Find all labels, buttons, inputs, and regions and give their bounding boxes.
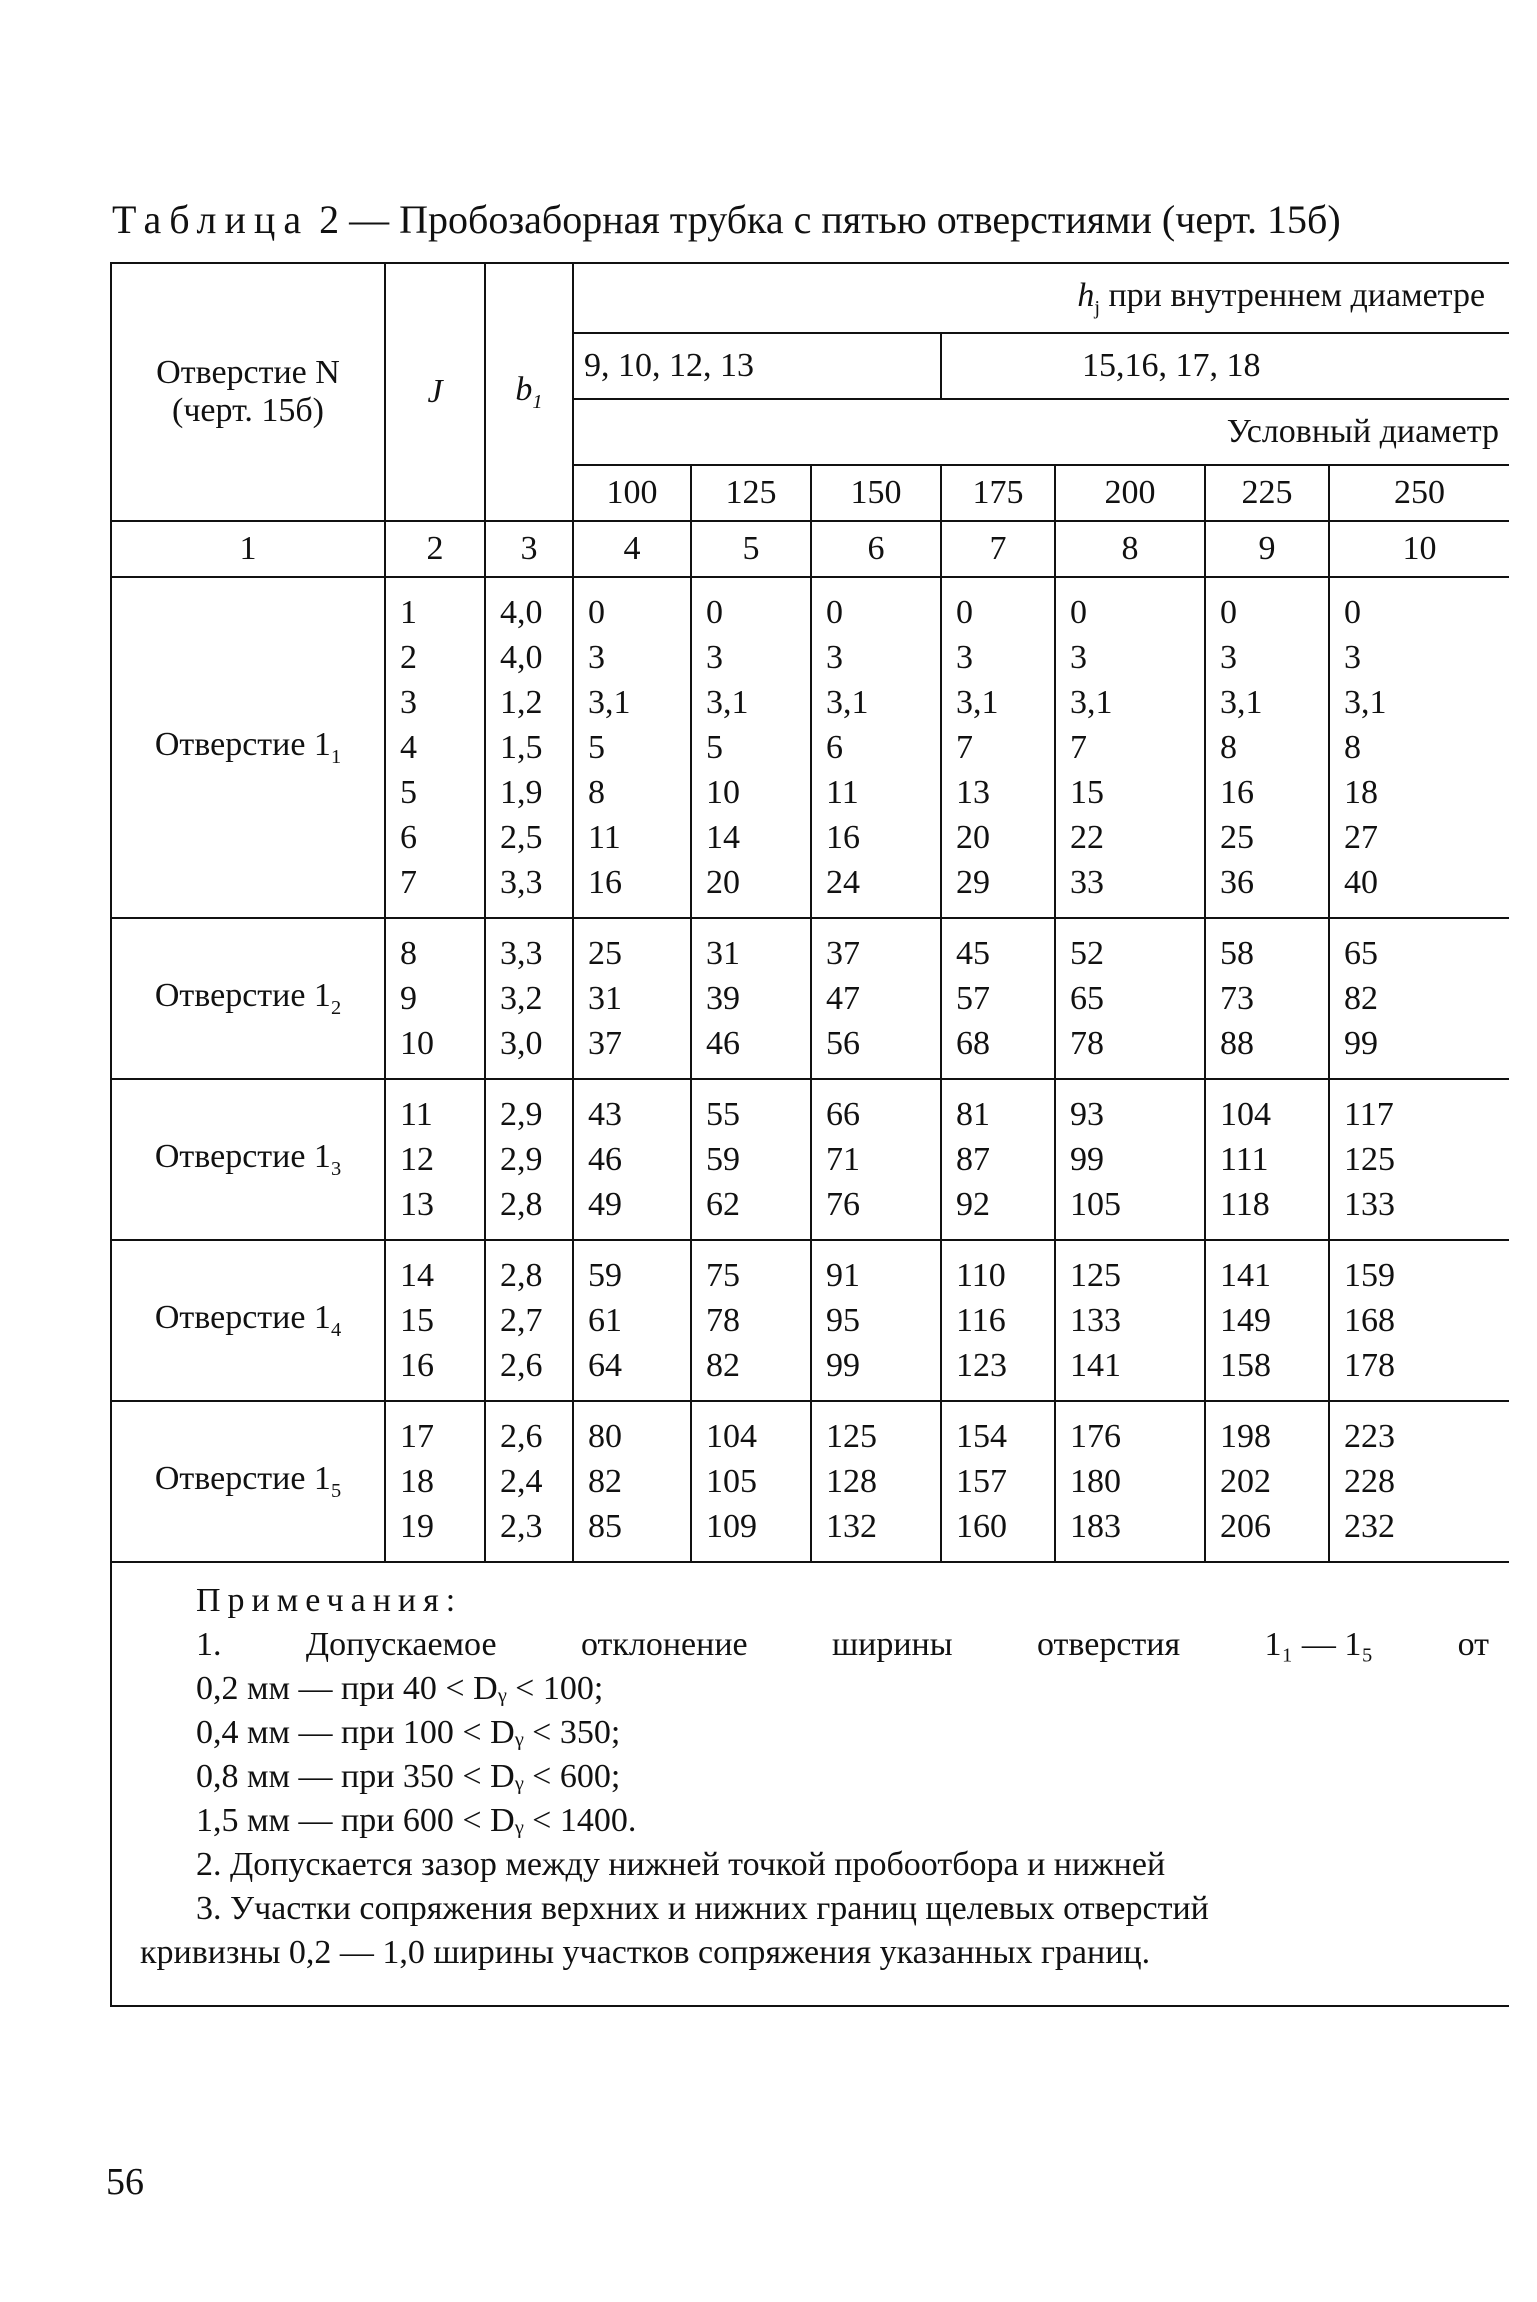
hole-name: Отверстие $1_4$ <box>111 1240 385 1401</box>
hole-name: Отверстие $1_1$ <box>111 577 385 918</box>
value-cell <box>485 918 573 1079</box>
cell-value: 65 <box>1344 935 1378 972</box>
value-cell <box>1205 1401 1329 1562</box>
cell-value: 81 <box>956 1096 990 1133</box>
value-cell <box>941 1240 1055 1401</box>
cell-value: 18 <box>400 1463 434 1500</box>
cell-value: 157 <box>956 1463 1007 1500</box>
hole-name: Отверстие $1_5$ <box>111 1401 385 1562</box>
cell-value: 0 <box>826 594 843 631</box>
cell-value: 0 <box>1070 594 1087 631</box>
cell-value: 78 <box>1070 1025 1104 1062</box>
cell-value: 17 <box>400 1418 434 1455</box>
cell-value: 16 <box>588 864 622 901</box>
value-cell <box>941 1401 1055 1562</box>
cell-value: 10 <box>706 774 740 811</box>
cell-value: 3 <box>956 639 973 676</box>
cell-value: 5 <box>706 729 723 766</box>
cell-value: 183 <box>1070 1508 1121 1545</box>
cell-value: 29 <box>956 864 990 901</box>
cell-value: 13 <box>956 774 990 811</box>
cell-value: 64 <box>588 1347 622 1384</box>
cell-value: 8 <box>1220 729 1237 766</box>
value-cell <box>1205 1079 1329 1240</box>
cell-value: 37 <box>826 935 860 972</box>
note-1-tolerance-line: 1,5 мм — при 600 < Dᵧ < 1400. <box>196 1802 637 1839</box>
note-1-word: отклонение <box>580 1626 748 1663</box>
cell-value: 82 <box>1344 980 1378 1017</box>
cell-value: 2,9 <box>500 1096 543 1133</box>
cell-value: 160 <box>956 1508 1007 1545</box>
cell-value: 105 <box>706 1463 757 1500</box>
cell-value: 24 <box>826 864 860 901</box>
cell-value: 141 <box>1220 1257 1271 1294</box>
cell-value: 198 <box>1220 1418 1271 1455</box>
value-cell <box>485 577 573 918</box>
value-cell <box>385 577 485 918</box>
cell-value: 99 <box>826 1347 860 1384</box>
caption-text: 2 — Пробозаборная трубка с пятью отверстиями (черт. 15б) <box>319 197 1341 242</box>
cell-value: 62 <box>706 1186 740 1223</box>
value-cell <box>941 918 1055 1079</box>
header-diameter: 225 <box>1205 465 1329 521</box>
cell-value: 3,1 <box>1070 684 1113 721</box>
note-1-tolerance-line: 0,8 мм — при 350 < Dᵧ < 600; <box>196 1758 621 1795</box>
cell-value: 16 <box>400 1347 434 1384</box>
value-cell <box>573 1401 691 1562</box>
note-3-line-2: кривизны 0,2 — 1,0 ширины участков сопряжения указанных границ. <box>140 1934 1151 1971</box>
value-cell <box>1205 918 1329 1079</box>
cell-value: 176 <box>1070 1418 1121 1455</box>
note-1-word: от <box>1457 1626 1490 1663</box>
header-diameter: 150 <box>811 465 941 521</box>
cell-value: 3 <box>1070 639 1087 676</box>
cell-value: 128 <box>826 1463 877 1500</box>
cell-value: 58 <box>1220 935 1254 972</box>
cell-value: 19 <box>400 1508 434 1545</box>
value-cell <box>691 918 811 1079</box>
note-1-tolerance-line: 0,4 мм — при 100 < Dᵧ < 350; <box>196 1714 621 1751</box>
cell-value: 180 <box>1070 1463 1121 1500</box>
value-cell <box>573 1240 691 1401</box>
note-3-line-1: 3. Участки сопряжения верхних и нижних границ щелевых отверстий <box>196 1890 1209 1927</box>
cell-value: 4,0 <box>500 594 543 631</box>
cell-value: 223 <box>1344 1418 1395 1455</box>
cell-value: 7 <box>400 864 417 901</box>
cell-value: 27 <box>1344 819 1378 856</box>
notes-title: Примечания: <box>196 1582 463 1619</box>
header-inner-d-a: 9, 10, 12, 13 <box>573 333 941 399</box>
caption-prefix: Таблица <box>112 197 310 242</box>
cell-value: 68 <box>956 1025 990 1062</box>
value-cell <box>941 1079 1055 1240</box>
cell-value: 116 <box>956 1302 1006 1339</box>
cell-value: 206 <box>1220 1508 1271 1545</box>
cell-value: 73 <box>1220 980 1254 1017</box>
cell-value: 31 <box>588 980 622 1017</box>
value-cell <box>485 1240 573 1401</box>
cell-value: 13 <box>400 1186 434 1223</box>
cell-value: 36 <box>1220 864 1254 901</box>
cell-value: 39 <box>706 980 740 1017</box>
value-cell <box>1329 1240 1509 1401</box>
cell-value: 3,0 <box>500 1025 543 1062</box>
header-b: $b_1$ <box>485 263 573 521</box>
column-number: 6 <box>811 521 941 577</box>
cell-value: 8 <box>400 935 417 972</box>
cell-value: 154 <box>956 1418 1007 1455</box>
cell-value: 65 <box>1070 980 1104 1017</box>
cell-value: 3,3 <box>500 864 543 901</box>
cell-value: 8 <box>588 774 605 811</box>
cell-value: 93 <box>1070 1096 1104 1133</box>
cell-value: 111 <box>1220 1141 1269 1178</box>
cell-value: 104 <box>1220 1096 1271 1133</box>
notes <box>111 1562 1509 2006</box>
cell-value: 123 <box>956 1347 1007 1384</box>
header-j: J <box>385 263 485 521</box>
value-cell <box>573 1079 691 1240</box>
cell-value: 6 <box>400 819 417 856</box>
cell-value: 99 <box>1344 1025 1378 1062</box>
header-inner-d-b: 15,16, 17, 18 <box>941 333 1509 399</box>
cell-value: 57 <box>956 980 990 1017</box>
note-1-first-line <box>140 1623 1489 1667</box>
cell-value: 66 <box>826 1096 860 1133</box>
value-cell <box>691 1401 811 1562</box>
note-1-word: отверстия <box>1036 1626 1181 1663</box>
value-cell <box>1329 1401 1509 1562</box>
cell-value: 11 <box>400 1096 433 1133</box>
value-cell <box>485 1401 573 1562</box>
header-hole: Отверстие N (черт. 15б) <box>111 263 385 521</box>
column-number: 8 <box>1055 521 1205 577</box>
note-1-word: Допускаемое <box>305 1626 497 1663</box>
cell-value: 2,8 <box>500 1257 543 1294</box>
value-cell <box>385 918 485 1079</box>
cell-value: 3,3 <box>500 935 543 972</box>
cell-value: 158 <box>1220 1347 1271 1384</box>
column-number: 4 <box>573 521 691 577</box>
value-cell <box>1329 577 1509 918</box>
cell-value: 91 <box>826 1257 860 1294</box>
cell-value: 14 <box>706 819 740 856</box>
cell-value: 2 <box>400 639 417 676</box>
cell-value: 85 <box>588 1508 622 1545</box>
column-number: 9 <box>1205 521 1329 577</box>
cell-value: 0 <box>706 594 723 631</box>
cell-value: 3 <box>1220 639 1237 676</box>
cell-value: 8 <box>1344 729 1361 766</box>
cell-value: 25 <box>1220 819 1254 856</box>
cell-value: 43 <box>588 1096 622 1133</box>
cell-value: 3,1 <box>1344 684 1387 721</box>
value-cell <box>811 1240 941 1401</box>
cell-value: 95 <box>826 1302 860 1339</box>
value-cell <box>811 918 941 1079</box>
page-number: 56 <box>106 2161 144 2203</box>
cell-value: 25 <box>588 935 622 972</box>
cell-value: 3,1 <box>826 684 869 721</box>
header-nominal: Условный диаметр <box>573 399 1509 465</box>
value-cell <box>691 1079 811 1240</box>
cell-value: 59 <box>588 1257 622 1294</box>
cell-value: 49 <box>588 1186 622 1223</box>
value-cell <box>1055 918 1205 1079</box>
cell-value: 80 <box>588 1418 622 1455</box>
cell-value: 202 <box>1220 1463 1271 1500</box>
header-diameter: 125 <box>691 465 811 521</box>
cell-value: 3 <box>826 639 843 676</box>
cell-value: 2,3 <box>500 1508 543 1545</box>
value-cell <box>811 577 941 918</box>
cell-value: 76 <box>826 1186 860 1223</box>
cell-value: 228 <box>1344 1463 1395 1500</box>
cell-value: 132 <box>826 1508 877 1545</box>
cell-value: 141 <box>1070 1347 1121 1384</box>
cell-value: 125 <box>826 1418 877 1455</box>
value-cell <box>811 1079 941 1240</box>
cell-value: 232 <box>1344 1508 1395 1545</box>
cell-value: 75 <box>706 1257 740 1294</box>
cell-value: 1,9 <box>500 774 543 811</box>
cell-value: 5 <box>588 729 605 766</box>
table-row <box>111 1240 1509 1401</box>
cell-value: 9 <box>400 980 417 1017</box>
cell-value: 125 <box>1344 1141 1395 1178</box>
table-row <box>111 577 1509 918</box>
value-cell <box>485 1079 573 1240</box>
cell-value: 109 <box>706 1508 757 1545</box>
hole-name: Отверстие $1_3$ <box>111 1079 385 1240</box>
cell-value: 4 <box>400 729 417 766</box>
cell-value: 2,5 <box>500 819 543 856</box>
cell-value: 16 <box>826 819 860 856</box>
cell-value: 20 <box>706 864 740 901</box>
cell-value: 117 <box>1344 1096 1394 1133</box>
value-cell <box>385 1240 485 1401</box>
value-cell <box>385 1401 485 1562</box>
cell-value: 46 <box>588 1141 622 1178</box>
cell-value: 125 <box>1070 1257 1121 1294</box>
cell-value: 105 <box>1070 1186 1121 1223</box>
cell-value: 59 <box>706 1141 740 1178</box>
cell-value: 7 <box>1070 729 1087 766</box>
value-cell <box>573 918 691 1079</box>
note-1-word: 1. <box>196 1626 222 1663</box>
cell-value: 178 <box>1344 1347 1395 1384</box>
table-row <box>111 1401 1509 1562</box>
cell-value: 15 <box>1070 774 1104 811</box>
value-cell <box>1055 1240 1205 1401</box>
cell-value: 20 <box>956 819 990 856</box>
cell-value: 7 <box>956 729 973 766</box>
cell-value: 118 <box>1220 1186 1270 1223</box>
value-cell <box>691 577 811 918</box>
cell-value: 10 <box>400 1025 434 1062</box>
cell-value: 3 <box>588 639 605 676</box>
cell-value: 104 <box>706 1418 757 1455</box>
note-1-word: ширины <box>831 1626 953 1663</box>
cell-value: 1,2 <box>500 684 543 721</box>
cell-value: 0 <box>956 594 973 631</box>
value-cell <box>811 1401 941 1562</box>
cell-value: 3 <box>1344 639 1361 676</box>
note-2: 2. Допускается зазор между нижней точкой пробоотбора и нижней <box>196 1846 1166 1883</box>
cell-value: 2,7 <box>500 1302 543 1339</box>
cell-value: 149 <box>1220 1302 1271 1339</box>
note-1-tolerance-line: 0,2 мм — при 40 < Dᵧ < 100; <box>196 1670 604 1707</box>
cell-value: 99 <box>1070 1141 1104 1178</box>
cell-value: 61 <box>588 1302 622 1339</box>
cell-value: 87 <box>956 1141 990 1178</box>
cell-value: 2,6 <box>500 1418 543 1455</box>
hole-name: Отверстие $1_2$ <box>111 918 385 1079</box>
value-cell <box>1055 1079 1205 1240</box>
column-number: 3 <box>485 521 573 577</box>
cell-value: 2,6 <box>500 1347 543 1384</box>
cell-value: 47 <box>826 980 860 1017</box>
cell-value: 40 <box>1344 864 1378 901</box>
cell-value: 2,8 <box>500 1186 543 1223</box>
cell-value: 78 <box>706 1302 740 1339</box>
cell-value: 55 <box>706 1096 740 1133</box>
header-diameter: 175 <box>941 465 1055 521</box>
cell-value: 14 <box>400 1257 434 1294</box>
value-cell <box>1055 577 1205 918</box>
column-number: 2 <box>385 521 485 577</box>
header-hj: $h_j$ при внутреннем диаметре <box>573 263 1509 333</box>
cell-value: 133 <box>1070 1302 1121 1339</box>
cell-value: 11 <box>826 774 859 811</box>
value-cell <box>1329 1079 1509 1240</box>
value-cell <box>941 577 1055 918</box>
cell-value: 46 <box>706 1025 740 1062</box>
cell-value: 82 <box>588 1463 622 1500</box>
cell-value: 18 <box>1344 774 1378 811</box>
cell-value: 168 <box>1344 1302 1395 1339</box>
cell-value: 92 <box>956 1186 990 1223</box>
table-row <box>111 1079 1509 1240</box>
cell-value: 110 <box>956 1257 1006 1294</box>
cell-value: 12 <box>400 1141 434 1178</box>
cell-value: 1,5 <box>500 729 543 766</box>
header-diameter: 200 <box>1055 465 1205 521</box>
table-row <box>111 918 1509 1079</box>
value-cell <box>1205 1240 1329 1401</box>
value-cell <box>385 1079 485 1240</box>
cell-value: 22 <box>1070 819 1104 856</box>
cell-value: 82 <box>706 1347 740 1384</box>
cell-value: 159 <box>1344 1257 1395 1294</box>
cell-value: 0 <box>1344 594 1361 631</box>
header-diameter: 100 <box>573 465 691 521</box>
cell-value: 31 <box>706 935 740 972</box>
header-diameter: 250 <box>1329 465 1509 521</box>
cell-value: 11 <box>588 819 621 856</box>
column-number: 1 <box>111 521 385 577</box>
cell-value: 133 <box>1344 1186 1395 1223</box>
cell-value: 3,1 <box>1220 684 1263 721</box>
cell-value: 2,4 <box>500 1463 543 1500</box>
cell-value: 0 <box>1220 594 1237 631</box>
cell-value: 88 <box>1220 1025 1254 1062</box>
cell-value: 3,1 <box>956 684 999 721</box>
cell-value: 71 <box>826 1141 860 1178</box>
cell-value: 0 <box>588 594 605 631</box>
cell-value: 3,1 <box>706 684 749 721</box>
cell-value: 56 <box>826 1025 860 1062</box>
cell-value: 6 <box>826 729 843 766</box>
cell-value: 52 <box>1070 935 1104 972</box>
cell-value: 4,0 <box>500 639 543 676</box>
value-cell <box>691 1240 811 1401</box>
value-cell <box>1329 918 1509 1079</box>
value-cell <box>1055 1401 1205 1562</box>
cell-value: 3 <box>706 639 723 676</box>
cell-value: 16 <box>1220 774 1254 811</box>
cell-value: 45 <box>956 935 990 972</box>
data-table <box>110 262 1509 2007</box>
value-cell <box>573 577 691 918</box>
cell-value: 15 <box>400 1302 434 1339</box>
cell-value: 3 <box>400 684 417 721</box>
cell-value: 5 <box>400 774 417 811</box>
cell-value: 2,9 <box>500 1141 543 1178</box>
table-caption <box>112 196 1492 243</box>
cell-value: 3,1 <box>588 684 631 721</box>
column-number: 10 <box>1329 521 1509 577</box>
column-number: 5 <box>691 521 811 577</box>
cell-value: 33 <box>1070 864 1104 901</box>
cell-value: 37 <box>588 1025 622 1062</box>
note-1-word: 1₁ — 1₅ <box>1264 1626 1374 1663</box>
value-cell <box>1205 577 1329 918</box>
column-number: 7 <box>941 521 1055 577</box>
cell-value: 1 <box>400 594 417 631</box>
cell-value: 3,2 <box>500 980 543 1017</box>
